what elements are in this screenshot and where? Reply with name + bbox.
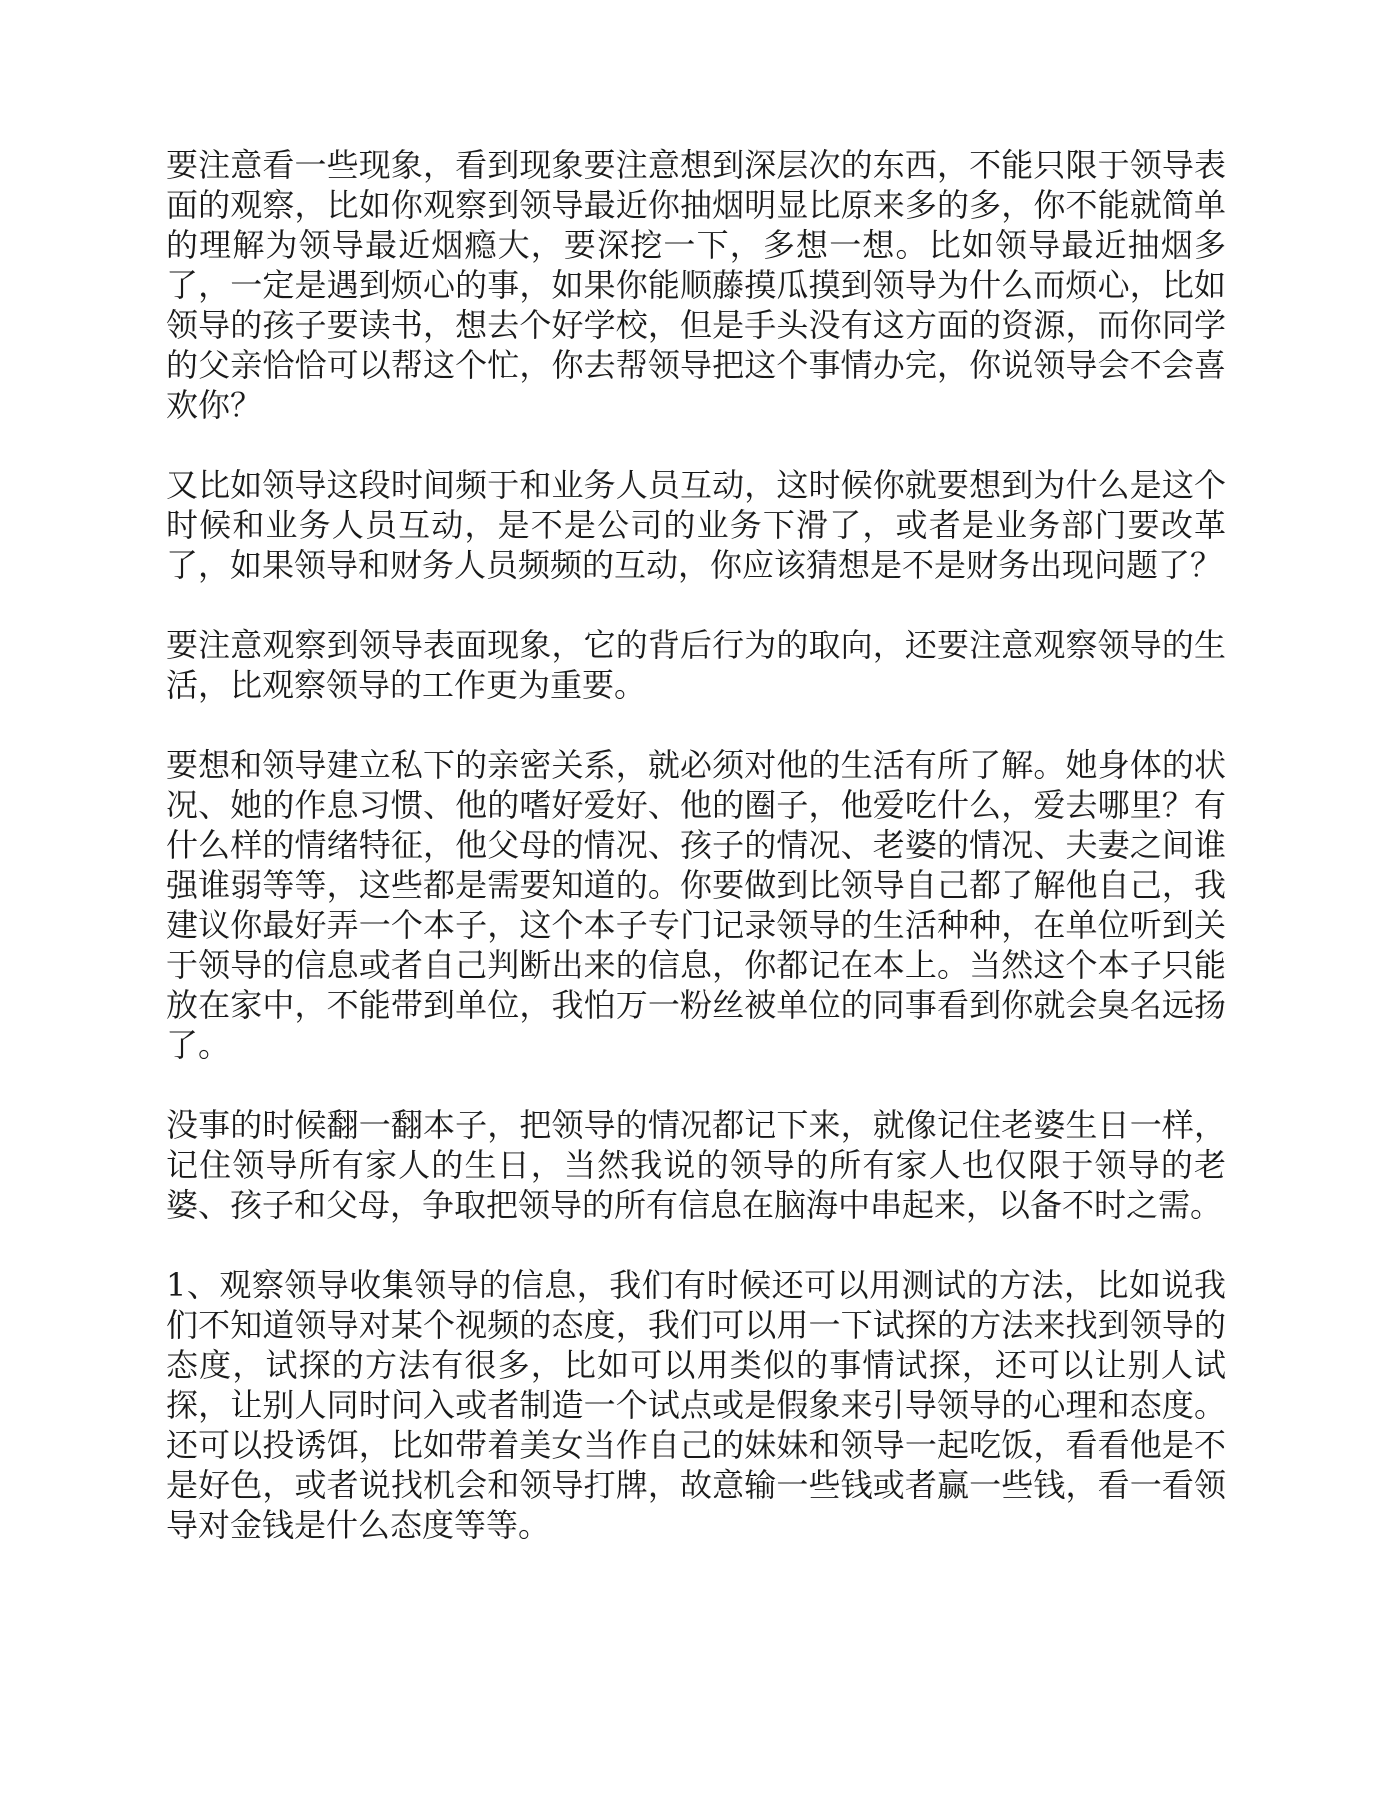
paragraph-6: 1、观察领导收集领导的信息，我们有时候还可以用测试的方法，比如说我们不知道领导对某个视频的态度，我们可以用一下试探的方法来找到领导的态度，试探的方法有很多，比如可以用类似的事情试探，还可以让别人试探，让别人同时问入或者制造一个试点或是假象来引导领导的心理和态度。还可以投诱饵，比如带着美女当作自己的妹妹和领导一起吃饭，看看他是不是好色，或者说找机会和领导打牌，故意输一些钱或者赢一些钱，看一看领导对金钱是什么态度等等。 — [166, 1266, 1226, 1544]
paragraph-5: 没事的时候翻一翻本子，把领导的情况都记下来，就像记住老婆生日一样，记住领导所有家人的生日，当然我说的领导的所有家人也仅限于领导的老婆、孩子和父母，争取把领导的所有信息在脑海中串起来，以备不时之需。 — [166, 1106, 1226, 1224]
paragraph-4: 要想和领导建立私下的亲密关系，就必须对他的生活有所了解。她身体的状况、她的作息习惯、他的嗜好爱好、他的圈子，他爱吃什么，爱去哪里？有什么样的情绪特征，他父母的情况、孩子的情况、老婆的情况、夫妻之间谁强谁弱等等，这些都是需要知道的。你要做到比领导自己都了解他自己，我建议你最好弄一个本子，这个本子专门记录领导的生活种种，在单位听到关于领导的信息或者自己判断出来的信息，你都记在本上。当然这个本子只能放在家中，不能带到单位，我怕万一粉丝被单位的同事看到你就会臭名远扬了。 — [166, 746, 1226, 1064]
document-body — [166, 145, 1226, 1545]
paragraph-1: 要注意看一些现象，看到现象要注意想到深层次的东西，不能只限于领导表面的观察，比如你观察到领导最近你抽烟明显比原来多的多，你不能就简单的理解为领导最近烟瘾大，要深挖一下，多想一想。比如领导最近抽烟多了，一定是遇到烦心的事，如果你能顺藤摸瓜摸到领导为什么而烦心，比如领导的孩子要读书，想去个好学校，但是手头没有这方面的资源，而你同学的父亲恰恰可以帮这个忙，你去帮领导把这个事情办完，你说领导会不会喜欢你？ — [166, 146, 1226, 424]
paragraph-3: 要注意观察到领导表面现象，它的背后行为的取向，还要注意观察领导的生活，比观察领导的工作更为重要。 — [166, 626, 1226, 704]
paragraph-2: 又比如领导这段时间频于和业务人员互动，这时候你就要想到为什么是这个时候和业务人员互动，是不是公司的业务下滑了，或者是业务部门要改革了，如果领导和财务人员频频的互动，你应该猜想是不是财务出现问题了？ — [166, 466, 1226, 584]
